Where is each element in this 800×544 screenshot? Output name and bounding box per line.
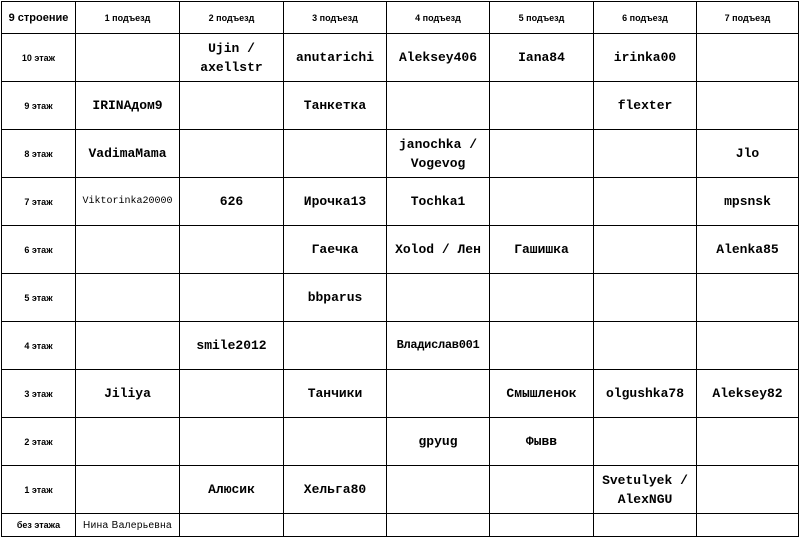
empty-cell — [490, 466, 594, 514]
residents-table — [1, 1, 799, 537]
empty-cell — [387, 514, 490, 537]
resident-cell: Нина Валерьевна — [76, 514, 180, 537]
resident-cell: Alenka85 — [697, 226, 799, 274]
empty-cell — [284, 130, 387, 178]
empty-cell — [180, 418, 284, 466]
empty-cell — [76, 466, 180, 514]
empty-cell — [594, 226, 697, 274]
empty-cell — [490, 82, 594, 130]
empty-cell — [180, 130, 284, 178]
empty-cell — [490, 322, 594, 370]
header-row — [2, 2, 799, 34]
resident-cell: Танкетка — [284, 82, 387, 130]
empty-cell — [697, 322, 799, 370]
floor-label: 4 этаж — [2, 322, 76, 370]
resident-cell: Svetulyek / AlexNGU — [594, 466, 697, 514]
floor-row — [2, 322, 799, 370]
resident-cell: Гаечка — [284, 226, 387, 274]
resident-cell: Ирочка13 — [284, 178, 387, 226]
floor-label: 6 этаж — [2, 226, 76, 274]
resident-cell: Xolod / Лен — [387, 226, 490, 274]
resident-cell: Jlo — [697, 130, 799, 178]
empty-cell — [490, 178, 594, 226]
empty-cell — [594, 322, 697, 370]
empty-cell — [284, 322, 387, 370]
empty-cell — [180, 226, 284, 274]
floor-row — [2, 178, 799, 226]
floor-row — [2, 466, 799, 514]
resident-cell: Tochka1 — [387, 178, 490, 226]
resident-cell: janochka / Vogevog — [387, 130, 490, 178]
resident-cell: Фывв — [490, 418, 594, 466]
floor-label: 10 этаж — [2, 34, 76, 82]
resident-cell: Viktorinka20000 — [76, 178, 180, 226]
empty-cell — [387, 274, 490, 322]
empty-cell — [76, 226, 180, 274]
empty-cell — [387, 82, 490, 130]
resident-cell: Aleksey406 — [387, 34, 490, 82]
empty-cell — [76, 418, 180, 466]
empty-cell — [387, 370, 490, 418]
resident-cell: anutarichi — [284, 34, 387, 82]
floor-label: 7 этаж — [2, 178, 76, 226]
empty-cell — [697, 418, 799, 466]
floor-row — [2, 418, 799, 466]
floor-label: 1 этаж — [2, 466, 76, 514]
empty-cell — [180, 82, 284, 130]
floor-label: без этажа — [2, 514, 76, 537]
resident-cell: VadimaMama — [76, 130, 180, 178]
floor-row — [2, 274, 799, 322]
floor-row — [2, 82, 799, 130]
entrance-header-7: 7 подъезд — [697, 2, 799, 34]
empty-cell — [697, 82, 799, 130]
entrance-header-6: 6 подъезд — [594, 2, 697, 34]
empty-cell — [180, 514, 284, 537]
floor-row — [2, 34, 799, 82]
resident-cell: Гашишка — [490, 226, 594, 274]
floor-label: 5 этаж — [2, 274, 76, 322]
resident-cell: Jiliya — [76, 370, 180, 418]
entrance-header-1: 1 подъезд — [76, 2, 180, 34]
empty-cell — [76, 274, 180, 322]
resident-cell: olgushka78 — [594, 370, 697, 418]
floor-row — [2, 370, 799, 418]
resident-cell: irinka00 — [594, 34, 697, 82]
floor-label: 3 этаж — [2, 370, 76, 418]
empty-cell — [697, 34, 799, 82]
resident-cell: bbparus — [284, 274, 387, 322]
entrance-header-4: 4 подъезд — [387, 2, 490, 34]
empty-cell — [76, 322, 180, 370]
resident-cell: Хельга80 — [284, 466, 387, 514]
empty-cell — [490, 274, 594, 322]
resident-cell: 626 — [180, 178, 284, 226]
empty-cell — [697, 466, 799, 514]
floor-row — [2, 226, 799, 274]
empty-cell — [387, 466, 490, 514]
empty-cell — [594, 418, 697, 466]
resident-cell: flexter — [594, 82, 697, 130]
resident-cell: IRINAдом9 — [76, 82, 180, 130]
empty-cell — [697, 274, 799, 322]
floor-label: 8 этаж — [2, 130, 76, 178]
resident-cell: mpsnsk — [697, 178, 799, 226]
empty-cell — [180, 274, 284, 322]
empty-cell — [490, 130, 594, 178]
resident-cell: Владислав001 — [387, 322, 490, 370]
entrance-header-2: 2 подъезд — [180, 2, 284, 34]
floor-label: 2 этаж — [2, 418, 76, 466]
no-floor-row — [2, 514, 799, 537]
resident-cell: Aleksey82 — [697, 370, 799, 418]
empty-cell — [76, 34, 180, 82]
resident-cell: Ujin / axellstr — [180, 34, 284, 82]
building-label: 9 строение — [2, 2, 76, 34]
floor-row — [2, 130, 799, 178]
resident-cell: Смышленок — [490, 370, 594, 418]
entrance-header-5: 5 подъезд — [490, 2, 594, 34]
empty-cell — [594, 130, 697, 178]
empty-cell — [284, 418, 387, 466]
resident-cell: gpyug — [387, 418, 490, 466]
empty-cell — [594, 514, 697, 537]
empty-cell — [180, 370, 284, 418]
resident-cell: Танчики — [284, 370, 387, 418]
empty-cell — [594, 274, 697, 322]
empty-cell — [594, 178, 697, 226]
resident-cell: Iana84 — [490, 34, 594, 82]
empty-cell — [490, 514, 594, 537]
resident-cell: Алюсик — [180, 466, 284, 514]
empty-cell — [284, 514, 387, 537]
entrance-header-3: 3 подъезд — [284, 2, 387, 34]
empty-cell — [697, 514, 799, 537]
floor-label: 9 этаж — [2, 82, 76, 130]
resident-cell: smile2012 — [180, 322, 284, 370]
